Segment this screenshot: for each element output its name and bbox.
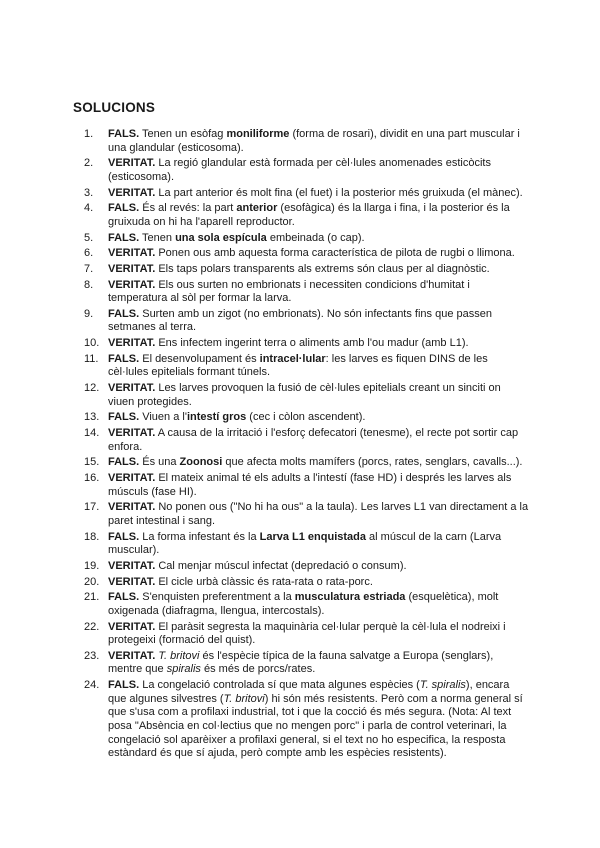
answer-item (0, 679, 600, 761)
answer-item (0, 202, 600, 229)
answer-number: 9. (84, 307, 94, 320)
answer-text: Cal menjar múscul infectat (depredació o consum). (155, 559, 407, 572)
answer-number: 7. (84, 262, 94, 275)
answer-text: El cicle urbà clàssic és rata-rata o rata-porc. (155, 575, 373, 588)
answer-item (0, 187, 600, 201)
answer-text: : les larves es fiquen DINS de les cèl·lules epitelials formant túnels. (108, 352, 488, 379)
answer-number: 2. (84, 157, 94, 170)
answer-text: (esquelètica), molt oxigenada (diafragma, llengua, intercostals). (108, 591, 499, 617)
answer-text: (esofàgica) és la llarga i fina, i la posterior és la gruixuda on hi ha l'aparell reproductor. (108, 202, 510, 228)
answer-verdict: FALS. (108, 307, 140, 320)
answer-verdict: FALS. (108, 679, 140, 692)
answer-text: Ponen ous amb aquesta forma característica de pilota de rugbi o llimona. (155, 247, 515, 260)
answer-item (0, 650, 600, 677)
answer-number: 21. (84, 591, 100, 604)
answer-item (0, 472, 600, 499)
answer-item (0, 456, 600, 470)
answer-number: 8. (84, 278, 94, 291)
answer-number: 3. (84, 186, 94, 199)
answer-verdict: FALS. (108, 202, 140, 215)
answer-verdict: VERITAT. (108, 620, 156, 633)
answer-verdict: VERITAT. (108, 427, 156, 440)
answer-verdict: VERITAT. (108, 337, 156, 350)
answer-text: La congelació controlada sí que mata algunes espècies ( (139, 679, 420, 692)
answer-text: La part anterior és molt fina (el fuet) i la posterior més gruixuda (el mànec). (155, 186, 523, 199)
answer-item (0, 157, 600, 184)
answer-verdict: VERITAT. (108, 559, 156, 572)
answer-text: Les larves provoquen la fusió de cèl·lules epitelials creant un sinciti on viuen protegides. (108, 382, 501, 408)
answer-text: No ponen ous ("No hi ha ous" a la taula). Les larves L1 van directament a la paret intestinal i sang. (108, 501, 529, 527)
species-name: spiralis (166, 663, 201, 676)
answer-verdict: VERITAT. (108, 649, 156, 662)
answer-item (0, 128, 600, 155)
answer-text: El mateix animal té els adults a l'intestí (fase HD) i després les larves als músculs (fase HI). (108, 472, 512, 498)
species-name: T. spiralis (419, 679, 466, 692)
answer-text: al múscul de la carn (Larva muscular). (108, 530, 502, 557)
answer-verdict: VERITAT. (108, 278, 156, 291)
emphasis-text: intestí gros (186, 411, 247, 424)
answer-verdict: VERITAT. (108, 186, 156, 199)
answer-text: Tenen (139, 231, 176, 244)
answer-number: 12. (84, 382, 100, 395)
answer-number: 17. (84, 501, 100, 514)
answer-item (0, 576, 600, 590)
answer-text: És una (139, 456, 180, 469)
answer-text: S'enquisten preferentment a la (139, 591, 295, 604)
answer-item (0, 411, 600, 425)
answer-text: Els ous surten no embrionats i necessiten condicions d'humitat i temperatura al sòl per formar la larva. (108, 278, 470, 305)
answer-verdict: FALS. (108, 128, 140, 140)
emphasis-text: musculatura estriada (294, 591, 406, 604)
answer-number: 10. (84, 337, 100, 350)
answer-number: 14. (84, 427, 100, 440)
answer-number: 13. (84, 411, 100, 424)
answer-item (0, 560, 600, 574)
emphasis-text: moniliforme (226, 128, 290, 140)
page-title: SOLUCIONS (73, 100, 156, 115)
answer-number: 6. (84, 247, 94, 260)
answer-text: que afecta molts mamífers (porcs, rates, senglars, cavalls...). (222, 456, 523, 469)
answer-number: 5. (84, 231, 94, 244)
emphasis-text: anterior (236, 202, 278, 215)
answer-text: embeinada (o cap). (266, 231, 368, 244)
answer-text: (cec i còlon ascendent). (246, 411, 366, 424)
answer-item (0, 279, 600, 306)
answer-verdict: FALS. (108, 591, 140, 604)
answer-text: Surten amb un zigot (no embrionats). No són infectants fins que passen setmanes al terra. (108, 307, 492, 334)
answer-verdict: FALS. (108, 231, 140, 244)
answer-number: 24. (84, 679, 100, 692)
answer-verdict: FALS. (108, 352, 140, 365)
answer-text: El paràsit segresta la maquinària cel·lular perquè la cèl·lula el nodreixi i protegeixi (formació del quist). (108, 620, 506, 647)
answer-item (0, 427, 600, 454)
answer-text: Els taps polars transparents als extrems són claus per al diagnòstic. (155, 262, 490, 275)
answer-number: 20. (84, 575, 100, 588)
answer-text: és l'espècie típica de la fauna salvatge a Europa (senglars), mentre que (108, 649, 494, 676)
answer-verdict: VERITAT. (108, 472, 156, 485)
answer-number: 15. (84, 456, 100, 469)
answer-number: 4. (84, 202, 94, 215)
answer-text: ), encara que algunes silvestres ( (108, 679, 510, 705)
answer-text: És al revés: la part (139, 202, 237, 215)
answer-item (0, 232, 600, 246)
species-name: T. britovi (158, 649, 200, 662)
emphasis-text: intracel·lular (259, 352, 326, 365)
answer-verdict: VERITAT. (108, 262, 156, 275)
emphasis-text: Zoonosi (179, 456, 223, 469)
answer-item (0, 591, 600, 618)
answer-item (0, 501, 600, 528)
answer-number: 23. (84, 649, 100, 662)
answer-item (0, 263, 600, 277)
answer-verdict: FALS. (108, 411, 140, 424)
answer-text: ) hi són més resistents. Però com a norma general sí que s'usa com a profilaxi industrial, tot i que la cocció és més segura. (Nota: Al text posa "Absència en col·lectius que no mengen porc" i parla de control veterinari, la congelació sol aparèixer a profilaxi general, si el text no ho especifica, la resposta estàndard és que sí ajuda, però compte amb les espècies resistents). (108, 692, 523, 760)
answer-text: és més de porcs/rates. (200, 663, 316, 676)
answer-verdict: VERITAT. (108, 382, 156, 395)
answer-item (0, 531, 600, 558)
answer-verdict: VERITAT. (108, 157, 156, 170)
answer-item (0, 247, 600, 261)
answer-item (0, 337, 600, 351)
answer-verdict: VERITAT. (108, 501, 156, 514)
emphasis-text: Larva L1 enquistada (259, 530, 366, 543)
answer-text: Ens infectem ingerint terra o aliments amb l'ou madur (amb L1). (155, 337, 469, 350)
answer-item (0, 621, 600, 648)
answer-text: El desenvolupament és (139, 352, 260, 365)
answer-text: Tenen un esòfag (139, 128, 227, 140)
answer-number: 16. (84, 472, 100, 485)
species-name: T. britovi (223, 692, 265, 705)
answer-text: (forma de rosari), dividit en una part muscular i una glandular (esticosoma). (108, 128, 520, 154)
answer-text: La regió glandular està formada per cèl·lules anomenades esticòcits (esticosoma). (108, 157, 491, 183)
answer-verdict: FALS. (108, 456, 140, 469)
answer-number: 22. (84, 620, 100, 633)
answer-verdict: VERITAT. (108, 575, 156, 588)
answer-item (0, 308, 600, 335)
answer-verdict: FALS. (108, 530, 140, 543)
answer-text: Viuen a l' (139, 411, 187, 424)
answer-text: A causa de la irritació i l'esforç defecatori (tenesme), el recte pot sortir cap enfora. (108, 427, 519, 453)
answer-number: 1. (84, 128, 94, 140)
answer-number: 11. (84, 352, 99, 365)
answer-verdict: VERITAT. (108, 247, 156, 260)
answer-number: 19. (84, 559, 100, 572)
answer-text: La forma infestant és la (139, 530, 260, 543)
answer-number: 18. (84, 530, 100, 543)
answer-item (0, 353, 600, 380)
answer-item (0, 382, 600, 409)
answer-list (0, 128, 600, 763)
emphasis-text: una sola espícula (175, 231, 267, 244)
